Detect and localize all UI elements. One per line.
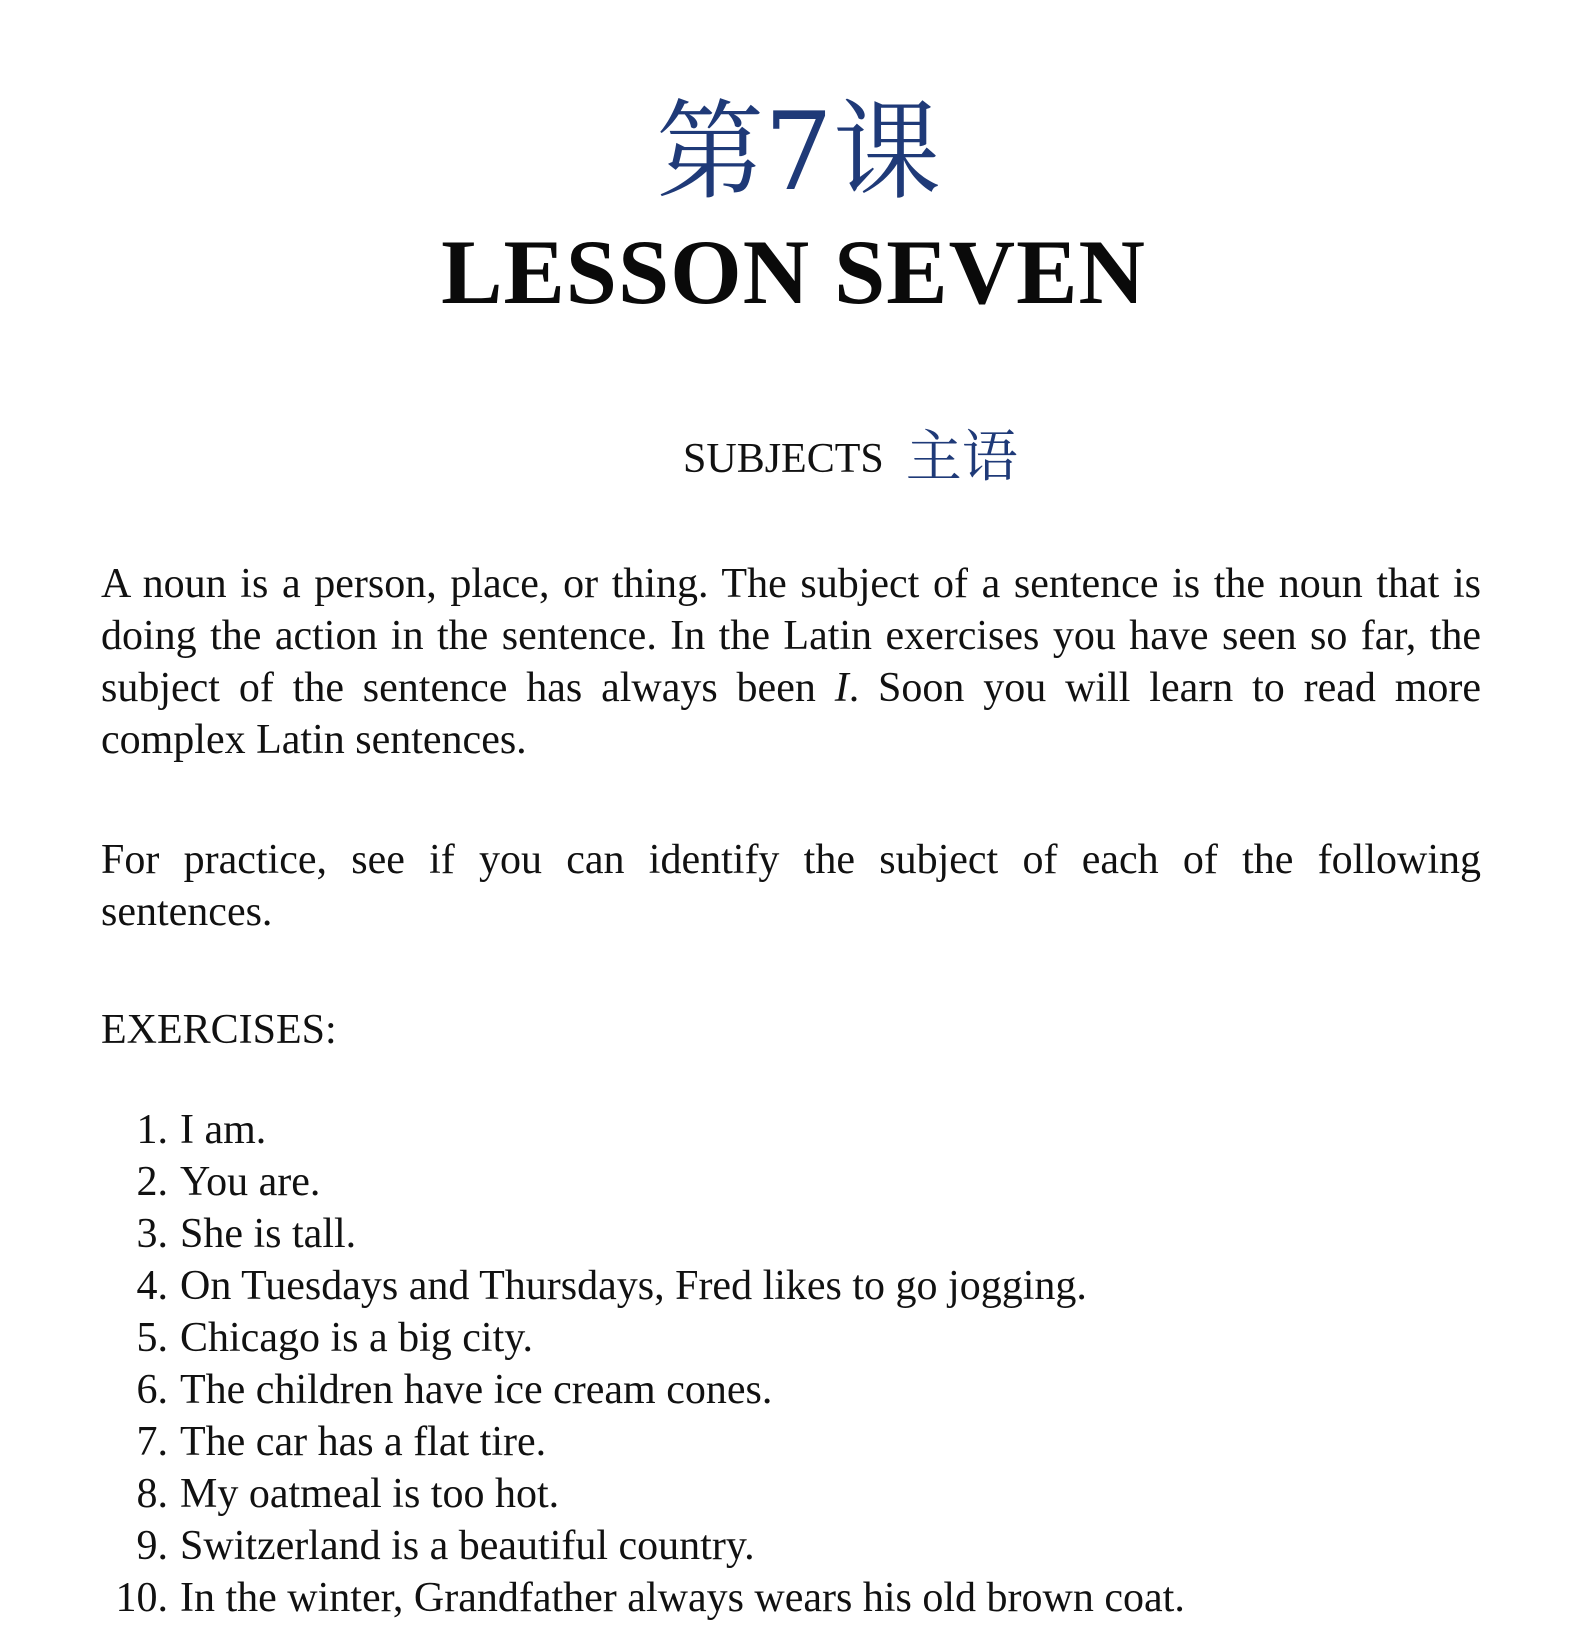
exercise-item [0, 1104, 1577, 1156]
exercise-item [0, 1468, 1577, 1520]
section-heading [683, 425, 1018, 490]
exercise-number: 8. [136, 1471, 168, 1517]
lesson-title-english: LESSON SEVEN [441, 221, 1146, 323]
lesson-title-chinese: 第7课 [656, 90, 941, 215]
exercise-text: The children have ice cream cones. [180, 1367, 773, 1413]
exercise-number: 3. [136, 1211, 168, 1257]
exercise-item [0, 1312, 1577, 1364]
exercise-text: She is tall. [180, 1211, 357, 1257]
exercise-item [0, 1520, 1577, 1572]
exercise-text: The car has a flat tire. [180, 1419, 547, 1465]
intro-italic-word: I [834, 665, 849, 711]
exercise-text: Switzerland is a beautiful country. [180, 1523, 755, 1569]
exercise-item [0, 1572, 1577, 1624]
exercise-text: You are. [180, 1159, 321, 1205]
exercise-list [0, 1104, 1577, 1624]
exercise-item [0, 1416, 1577, 1468]
section-heading-english: SUBJECTS [683, 436, 884, 482]
exercise-item [0, 1260, 1577, 1312]
exercise-item [0, 1208, 1577, 1260]
exercise-number: 2. [136, 1159, 168, 1205]
section-heading-chinese: 主语 [905, 425, 1018, 490]
exercise-number: 1. [136, 1107, 168, 1153]
exercise-text: On Tuesdays and Thursdays, Fred likes to go jogging. [180, 1263, 1087, 1309]
exercise-number: 7. [136, 1419, 168, 1465]
intro-text-part-2: . Soon you will learn to read more complex Latin sentences. [101, 665, 1481, 763]
exercise-text: In the winter, Grandfather always wears his old brown coat. [180, 1575, 1185, 1621]
intro-text-part-1: A noun is a person, place, or thing. The subject of a sentence is the noun that is doing the action in the sentence. In the Latin exercises you have seen so far, the subject of the sentence has always been [101, 561, 1481, 711]
exercise-number: 4. [136, 1263, 168, 1309]
exercise-number: 5. [136, 1315, 168, 1361]
exercise-text: Chicago is a big city. [180, 1315, 534, 1361]
exercise-item [0, 1364, 1577, 1416]
exercise-text: My oatmeal is too hot. [180, 1471, 560, 1517]
exercise-number: 6. [136, 1367, 168, 1413]
exercises-label: EXERCISES: [101, 1007, 337, 1053]
exercise-item [0, 1156, 1577, 1208]
exercise-text: I am. [180, 1107, 267, 1153]
exercise-number: 9. [136, 1523, 168, 1569]
exercise-number: 10. [115, 1575, 168, 1621]
intro-paragraph [101, 558, 1481, 766]
practice-paragraph: For practice, see if you can identify the subject of each of the following sentences. [101, 837, 1481, 935]
